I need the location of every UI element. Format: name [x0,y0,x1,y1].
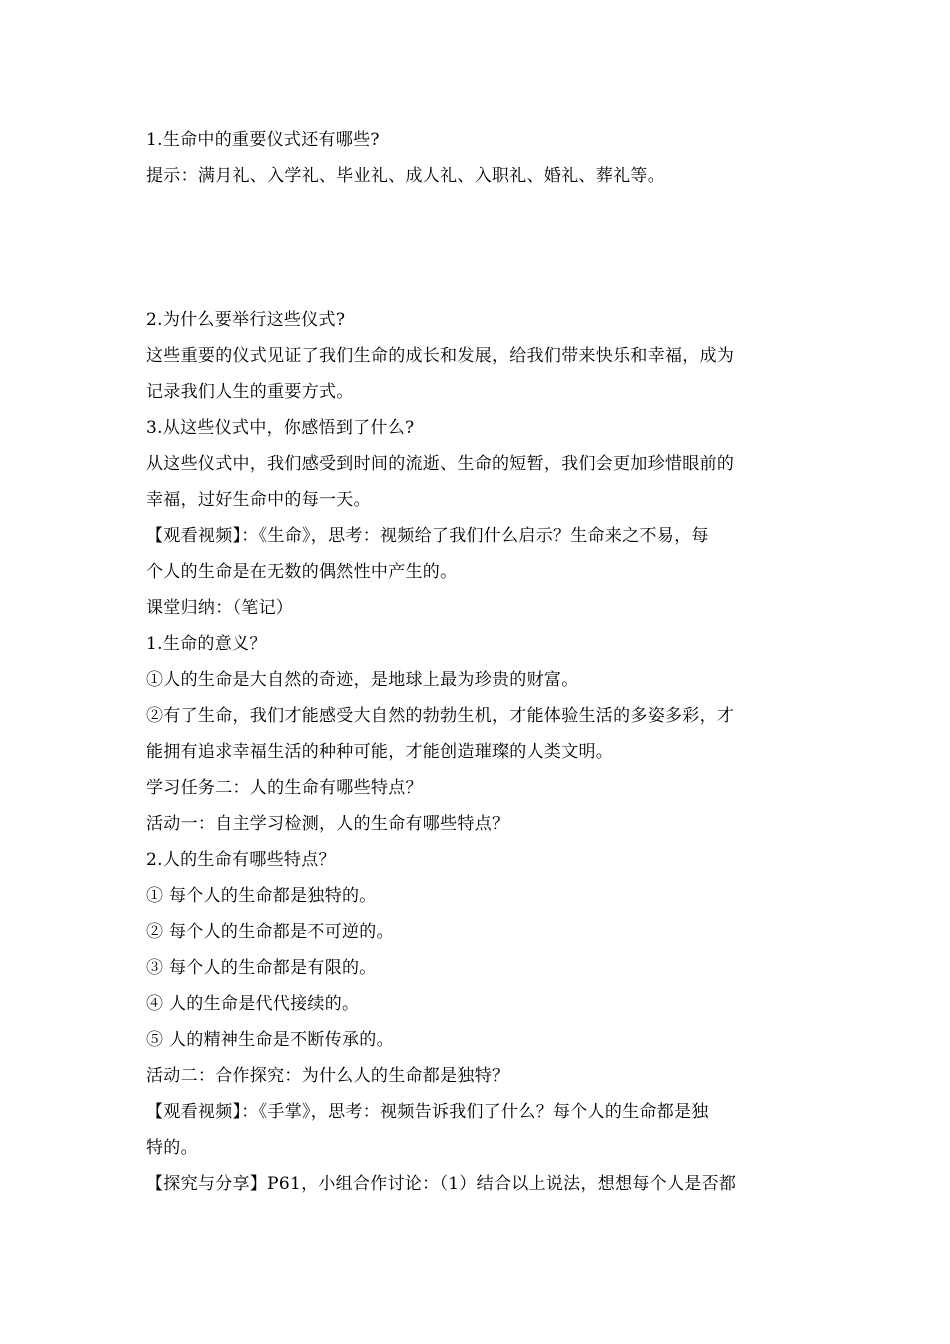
question-1: 1.生命中的重要仪式还有哪些? [146,130,380,150]
explore-share-line: 【探究与分享】P61，小组合作讨论：（1）结合以上说法，想想每个人是否都 [146,1174,737,1194]
meaning-point-2-line-2: 能拥有追求幸福生活的种种可能，才能创造璀璨的人类文明。 [146,742,614,762]
activity-1-heading: 活动一：自主学习检测，人的生命有哪些特点？ [146,814,510,834]
feature-1: ① 每个人的生命都是独特的。 [146,886,377,906]
video-life-line-2: 个人的生命是在无数的偶然性中产生的。 [146,562,458,582]
feature-4: ④ 人的生命是代代接续的。 [146,994,360,1014]
question-3: 3.从这些仪式中，你感悟到了什么? [146,418,415,438]
video-palm-line-2: 特的。 [146,1138,198,1158]
answer-3-line-1: 从这些仪式中，我们感受到时间的流逝、生命的短暂，我们会更加珍惜眼前的 [146,454,735,474]
answer-2-line-2: 记录我们人生的重要方式。 [146,382,354,402]
feature-3: ③ 每个人的生命都是有限的。 [146,958,377,978]
meaning-of-life-heading: 1.生命的意义？ [146,634,267,654]
feature-2: ② 每个人的生命都是不可逆的。 [146,922,394,942]
meaning-point-1: ①人的生命是大自然的奇迹，是地球上最为珍贵的财富。 [146,670,579,690]
answer-3-line-2: 幸福，过好生命中的每一天。 [146,490,371,510]
life-features-heading: 2.人的生命有哪些特点？ [146,850,336,870]
hint-text: 提示：满月礼、入学礼、毕业礼、成人礼、入职礼、婚礼、葬礼等。 [146,166,665,186]
video-palm-line-1: 【观看视频】：《手掌》，思考：视频告诉我们了什么？每个人的生命都是独 [146,1102,709,1122]
video-life-line-1: 【观看视频】：《生命》，思考：视频给了我们什么启示？生命来之不易，每 [146,526,709,546]
meaning-point-2-line-1: ②有了生命，我们才能感受大自然的勃勃生机，才能体验生活的多姿多彩，才 [146,706,735,726]
question-2: 2.为什么要举行这些仪式? [146,310,346,330]
class-summary-heading: 课堂归纳：（笔记） [146,598,294,618]
activity-2-heading: 活动二：合作探究：为什么人的生命都是独特？ [146,1066,510,1086]
answer-2-line-1: 这些重要的仪式见证了我们生命的成长和发展，给我们带来快乐和幸福，成为 [146,346,735,366]
feature-5: ⑤ 人的精神生命是不断传承的。 [146,1030,394,1050]
task-2-heading: 学习任务二：人的生命有哪些特点？ [146,778,423,798]
